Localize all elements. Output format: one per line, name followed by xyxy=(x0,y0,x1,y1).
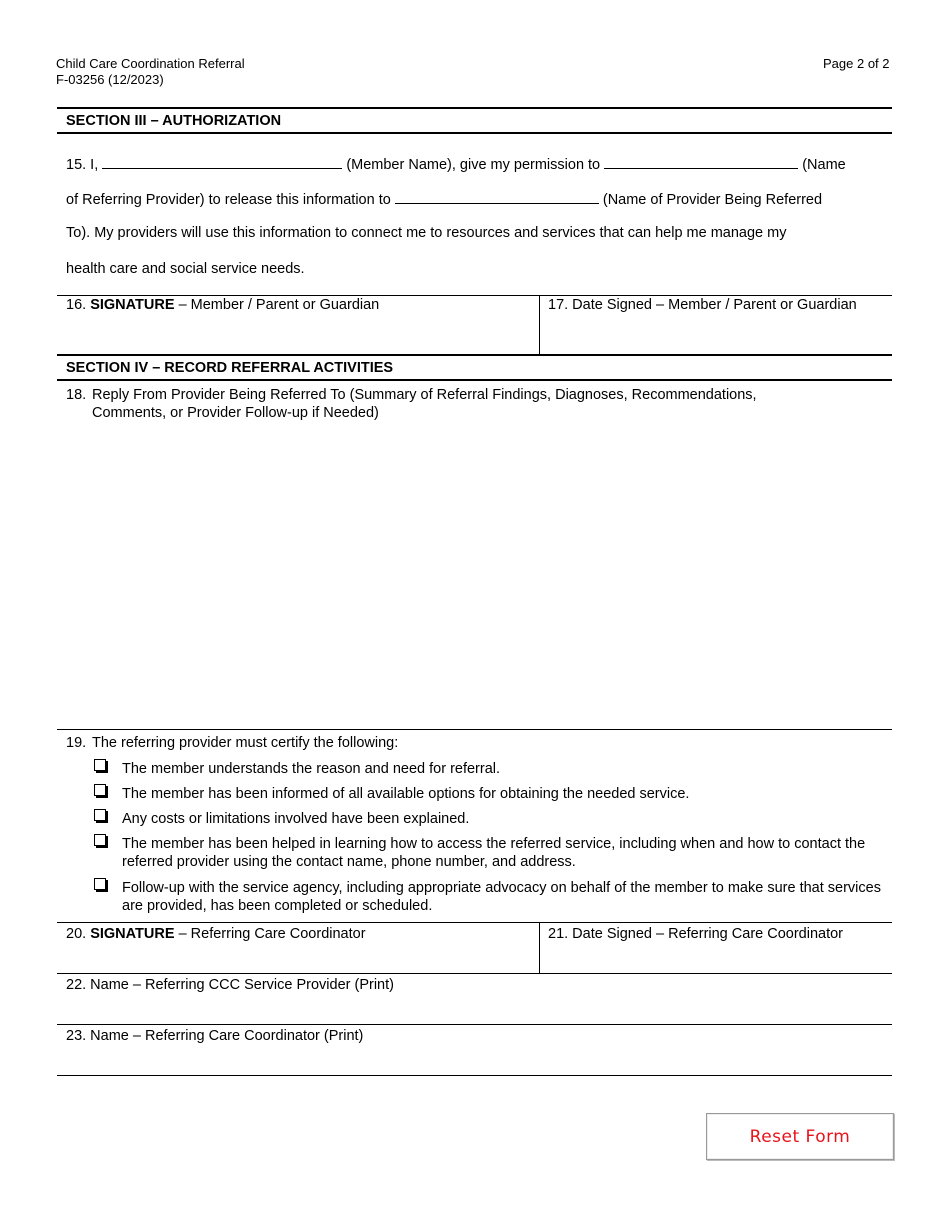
member-signature-field[interactable] xyxy=(66,297,536,353)
row-divider xyxy=(57,729,892,730)
field-label: Comments, or Provider Follow-up if Needed) xyxy=(92,405,379,421)
section-3-heading: SECTION III – AUTHORIZATION xyxy=(66,113,282,129)
auth-text: of Referring Provider) to release this information to xyxy=(66,192,391,208)
authorization-line-1 xyxy=(66,154,846,173)
section-divider xyxy=(57,354,892,356)
section-divider xyxy=(57,379,892,381)
field-number: 18. xyxy=(66,387,87,403)
certification-label: The referring provider must certify the following: xyxy=(92,735,399,751)
auth-text: 15. I, xyxy=(66,157,99,173)
checklist-text: The member understands the reason and need for referral. xyxy=(122,761,501,777)
checkbox[interactable] xyxy=(94,834,106,846)
coordinator-name-field[interactable]: 23. Name – Referring Care Coordinator (Print) xyxy=(66,1028,364,1044)
referring-provider-name-field[interactable] xyxy=(604,154,798,169)
reset-form-button[interactable]: Reset Form xyxy=(706,1113,894,1160)
row-divider xyxy=(57,1075,892,1076)
checkbox[interactable] xyxy=(94,809,106,821)
section-divider xyxy=(57,107,892,109)
authorization-line-2 xyxy=(66,189,822,208)
member-date-signed-field[interactable]: 17. Date Signed – Member / Parent or Guardian xyxy=(548,297,857,313)
checklist-text: Any costs or limitations involved have been explained. xyxy=(122,811,470,827)
provider-reply-field[interactable] xyxy=(66,387,886,725)
cell-divider xyxy=(539,295,540,354)
checkbox[interactable] xyxy=(94,878,106,890)
field-label: Reply From Provider Being Referred To (Summary of Referral Findings, Diagnoses, Recommendations, xyxy=(92,387,757,403)
page-number: Page 2 of 2 xyxy=(823,56,890,71)
form-number: F-03256 (12/2023) xyxy=(56,72,164,87)
checkbox[interactable] xyxy=(94,759,106,771)
field-number: 19. xyxy=(66,735,87,751)
cell-divider xyxy=(539,922,540,973)
checklist-text: The member has been informed of all available options for obtaining the needed service. xyxy=(122,786,690,802)
row-divider xyxy=(57,922,892,923)
row-divider xyxy=(57,973,892,974)
section-4-heading: SECTION IV – RECORD REFERRAL ACTIVITIES xyxy=(66,360,394,376)
form-title: Child Care Coordination Referral xyxy=(56,56,245,71)
section-divider xyxy=(57,132,892,134)
checklist-text: The member has been helped in learning how to access the referred service, including when and how to contact the referred provider using the contact name, phone number, and address. xyxy=(122,836,866,870)
field-number: 16. xyxy=(66,297,87,313)
authorization-line-3: To). My providers will use this information to connect me to resources and services that can help me manage my xyxy=(66,225,787,241)
row-divider xyxy=(57,1024,892,1025)
checklist-text: Follow-up with the service agency, including appropriate advocacy on behalf of the member to make sure that services are provided, has been completed or scheduled. xyxy=(122,880,881,914)
auth-text: (Name of Provider Being Referred xyxy=(602,192,823,208)
field-number: 20. xyxy=(66,926,87,942)
coordinator-date-signed-field[interactable]: 21. Date Signed – Referring Care Coordinator xyxy=(548,926,843,942)
ccc-provider-name-field[interactable]: 22. Name – Referring CCC Service Provider (Print) xyxy=(66,977,394,993)
auth-text: (Name xyxy=(802,157,846,173)
authorization-line-4: health care and social service needs. xyxy=(66,261,305,277)
field-label: – Referring Care Coordinator xyxy=(178,926,366,942)
auth-text: (Member Name), give my permission to xyxy=(346,157,601,173)
field-label-bold: SIGNATURE xyxy=(90,297,175,313)
row-divider xyxy=(57,295,892,296)
checkbox[interactable] xyxy=(94,784,106,796)
field-label: – Member / Parent or Guardian xyxy=(178,297,380,313)
field-label-bold: SIGNATURE xyxy=(90,926,175,942)
provider-referred-to-name-field[interactable] xyxy=(395,189,599,204)
coordinator-signature-field[interactable] xyxy=(66,926,536,970)
member-name-field[interactable] xyxy=(102,154,342,169)
